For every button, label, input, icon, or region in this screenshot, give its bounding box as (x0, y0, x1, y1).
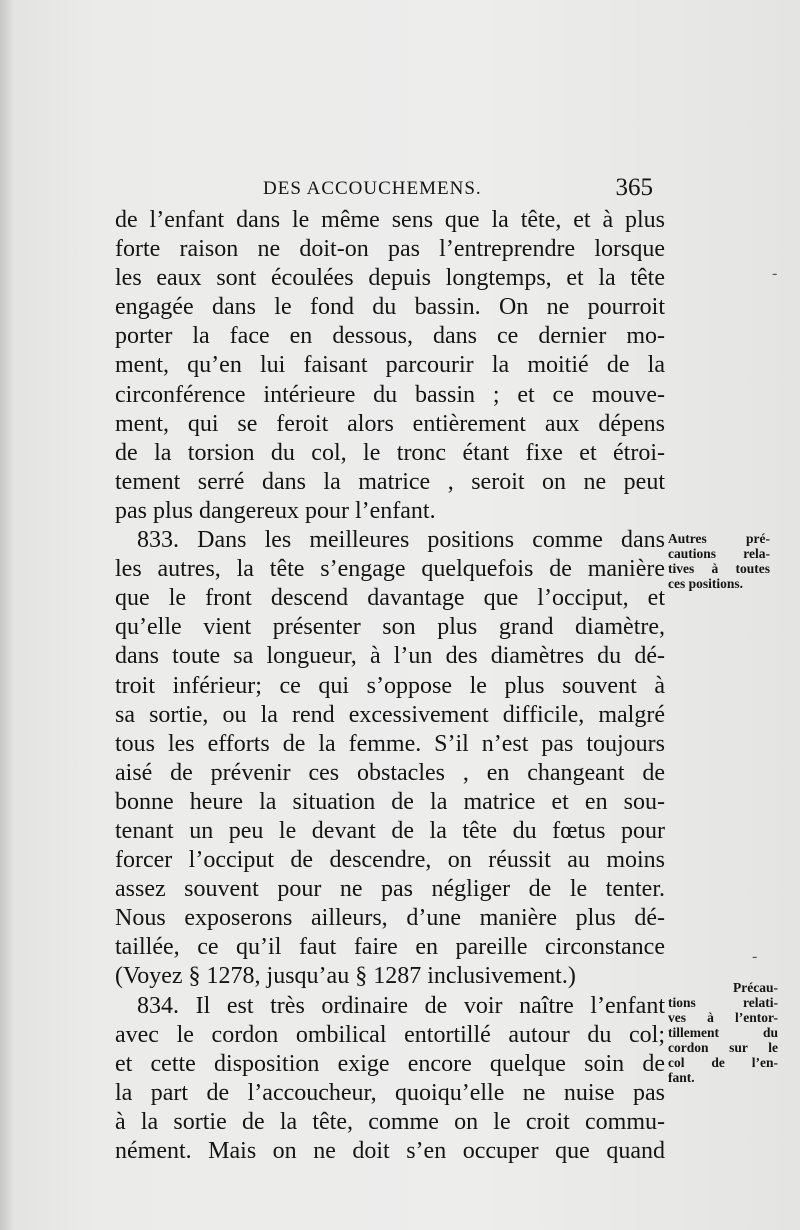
ink-speck: - (772, 265, 778, 282)
text-line: pas plus dangereux pour l’enfant. (115, 497, 436, 524)
text-line: de l’enfant dans le même sens que la tête, et à plus (115, 207, 665, 233)
text-line: aisé de prévenir ces obstacles , en changeant de (115, 759, 665, 786)
margin-note-line: Autres pré- (668, 531, 770, 546)
text-line: tenant un peu le devant de la tête du fœtus pour (115, 817, 665, 844)
text-line: les eaux sont écoulées depuis longtemps, et la tête (115, 265, 665, 292)
text-line: les autres, la tête s’engage quelquefois de manière (115, 556, 665, 583)
text-line: bonne heure la situation de la matrice et en sou- (115, 788, 665, 815)
margin-note-precautions-all-positions (668, 531, 770, 591)
running-head (263, 176, 653, 206)
margin-note-line: cordon sur le (668, 1040, 778, 1055)
text-line: sa sortie, ou la rend excessivement difficile, malgré (115, 701, 665, 728)
text-line: qu’elle vient présenter son plus grand diamètre, (115, 614, 665, 641)
text-line: la part de l’accoucheur, quoiqu’elle ne nuise pas (115, 1079, 665, 1106)
page-number: 365 (615, 174, 653, 201)
margin-note-line: cautions rela- (668, 546, 770, 561)
text-line: forte raison ne doit-on pas l’entreprendre lorsque (115, 236, 665, 263)
text-line: dans toute sa longueur, à l’un des diamètres du dé- (115, 643, 665, 670)
running-title: DES ACCOUCHEMENS. (263, 178, 482, 199)
margin-note-line: col de l’en- (668, 1055, 778, 1070)
text-line: avec le cordon ombilical entortillé autour du col; (115, 1021, 665, 1048)
text-line: tement serré dans la matrice , seroit on ne peut (115, 468, 665, 495)
text-line: à la sortie de la tête, comme on le croit commu- (115, 1108, 665, 1135)
text-line: ment, qui se feroit alors entièrement aux dépens (115, 410, 665, 437)
text-line: ment, qu’en lui faisant parcourir la moitié de la (115, 352, 665, 379)
margin-note-line: ces positions. (668, 576, 744, 591)
text-line: que le front descend davantage que l’occiput, et (115, 585, 665, 612)
margin-note-line: fant. (668, 1070, 695, 1085)
text-line: porter la face en dessous, dans ce dernier mo- (115, 323, 665, 350)
margin-note-line: tives à toutes (668, 561, 770, 576)
body-text (115, 206, 665, 1166)
margin-note-line: Précau- (733, 980, 778, 995)
margin-note-line: tillement du (668, 1025, 778, 1040)
margin-note-line: tions relati- (668, 995, 778, 1010)
paragraph-833-start: 833. Dans les meilleures positions comme dans (137, 527, 665, 554)
ink-speck: - (752, 948, 758, 965)
text-line: circonférence intérieure du bassin ; et ce mouve- (115, 381, 665, 408)
text-line: forcer l’occiput de descendre, on réussit au moins (115, 847, 665, 874)
text-line: assez souvent pour ne pas négliger de le tenter. (115, 876, 665, 903)
text-line: Nous exposerons ailleurs, d’une manière plus dé- (115, 905, 665, 932)
paragraph-834-start: 834. Il est très ordinaire de voir naître l’enfant (137, 992, 665, 1019)
text-line: nément. Mais on ne doit s’en occuper que quand (115, 1138, 665, 1164)
text-line: de la torsion du col, le tronc étant fixe et étroi- (115, 439, 665, 466)
text-line: tous les efforts de la femme. S’il n’est pas toujours (115, 730, 665, 757)
margin-note-umbilical-cord (668, 980, 778, 1085)
text-line: engagée dans le fond du bassin. On ne pourroit (115, 294, 665, 321)
margin-note-line: ves à l’entor- (668, 1010, 778, 1025)
text-line: taillée, ce qu’il faut faire en pareille circonstance (115, 934, 665, 961)
text-line: (Voyez § 1278, jusqu’au § 1287 inclusivement.) (115, 963, 576, 990)
text-line: troit inférieur; ce qui s’oppose le plus souvent à (115, 672, 665, 699)
text-line: et cette disposition exige encore quelque soin de (115, 1050, 665, 1077)
